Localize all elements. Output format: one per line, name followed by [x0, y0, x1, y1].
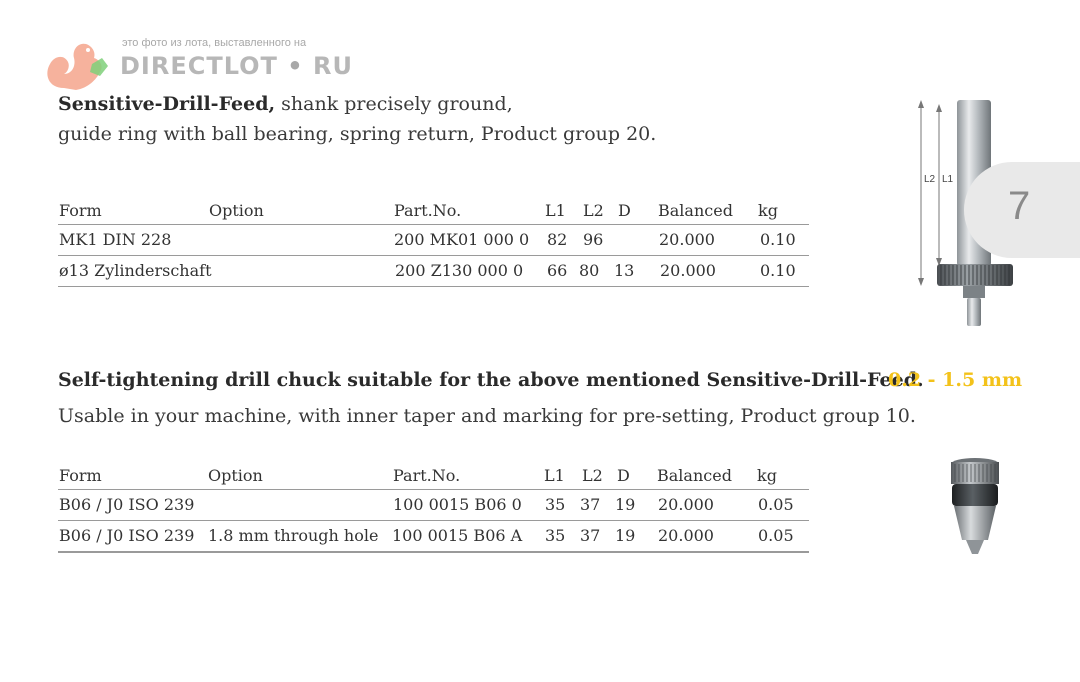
header-kg: kg	[757, 466, 777, 485]
table-header-row	[58, 461, 809, 490]
header-l2: L2	[582, 466, 603, 485]
header-l1: L1	[545, 201, 566, 220]
section1-table	[58, 196, 809, 287]
cell-option: 1.8 mm through hole	[208, 526, 379, 545]
header-form: Form	[59, 466, 102, 485]
table-header-row	[58, 196, 809, 225]
header-option: Option	[209, 201, 264, 220]
cell-l1: 66	[547, 261, 568, 280]
section2-table	[58, 461, 809, 553]
table-row	[58, 490, 809, 521]
cell-l2: 80	[579, 261, 600, 280]
cell-partno: 100 0015 B06 0	[393, 495, 522, 514]
cell-d: 19	[615, 526, 636, 545]
watermark-brand-right: RU	[312, 52, 353, 80]
cell-balanced: 20.000	[660, 261, 716, 280]
cell-balanced: 20.000	[658, 495, 714, 514]
header-option: Option	[208, 466, 263, 485]
cell-kg: 0.05	[758, 526, 794, 545]
watermark-brand	[120, 52, 353, 80]
cell-l1: 35	[545, 526, 566, 545]
header-l1: L1	[544, 466, 565, 485]
cell-l2: 96	[583, 230, 604, 249]
section1-title-bold: Sensitive-Drill-Feed,	[58, 93, 276, 115]
watermark-caption: это фото из лота, выставленного на	[122, 37, 307, 49]
header-form: Form	[59, 201, 102, 220]
cell-l2: 37	[580, 526, 601, 545]
header-partno: Part.No.	[394, 201, 462, 220]
cell-l2: 37	[580, 495, 601, 514]
cell-d: 19	[615, 495, 636, 514]
section1-title	[58, 90, 513, 118]
cell-form: ø13 Zylinderschaft	[59, 261, 212, 280]
header-kg: kg	[758, 201, 778, 220]
watermark-brand-left: DIRECTLOT	[120, 52, 278, 80]
section1-subtitle: guide ring with ball bearing, spring return, Product group 20.	[58, 123, 657, 145]
header-balanced: Balanced	[658, 201, 733, 220]
cell-form: B06 / J0 ISO 239	[59, 495, 195, 514]
cell-d: 13	[614, 261, 635, 280]
dimension-label-l1: L1	[942, 174, 954, 185]
cell-partno: 200 Z130 000 0	[395, 261, 524, 280]
drill-chuck-image	[938, 454, 1012, 558]
dimension-label-l2: L2	[924, 174, 936, 185]
header-d: D	[617, 466, 630, 485]
cell-partno: 200 MK01 000 0	[394, 230, 530, 249]
header-d: D	[618, 201, 631, 220]
section2-title: Self-tightening drill chuck suitable for the above mentioned Sensitive-Drill-Feed.	[58, 369, 924, 391]
section2-subtitle: Usable in your machine, with inner taper and marking for pre-setting, Product group 10.	[58, 405, 916, 427]
page-number: 7	[1008, 184, 1031, 228]
section1-title-rest: shank precisely ground,	[275, 93, 513, 115]
cell-form: MK1 DIN 228	[59, 230, 172, 249]
cell-balanced: 20.000	[658, 526, 714, 545]
table-row	[58, 521, 809, 553]
size-range-badge: 0.2 - 1.5 mm	[888, 369, 1023, 391]
cell-form: B06 / J0 ISO 239	[59, 526, 195, 545]
cell-l1: 35	[545, 495, 566, 514]
squirrel-logo-icon	[42, 36, 112, 94]
cell-kg: 0.10	[760, 230, 796, 249]
watermark-brand-dot: •	[287, 52, 304, 80]
cell-l1: 82	[547, 230, 568, 249]
table-row	[58, 225, 809, 256]
cell-partno: 100 0015 B06 A	[392, 526, 523, 545]
table-row	[58, 256, 809, 287]
header-l2: L2	[583, 201, 604, 220]
cell-kg: 0.05	[758, 495, 794, 514]
cell-balanced: 20.000	[659, 230, 715, 249]
header-partno: Part.No.	[393, 466, 461, 485]
header-balanced: Balanced	[657, 466, 732, 485]
cell-kg: 0.10	[760, 261, 796, 280]
